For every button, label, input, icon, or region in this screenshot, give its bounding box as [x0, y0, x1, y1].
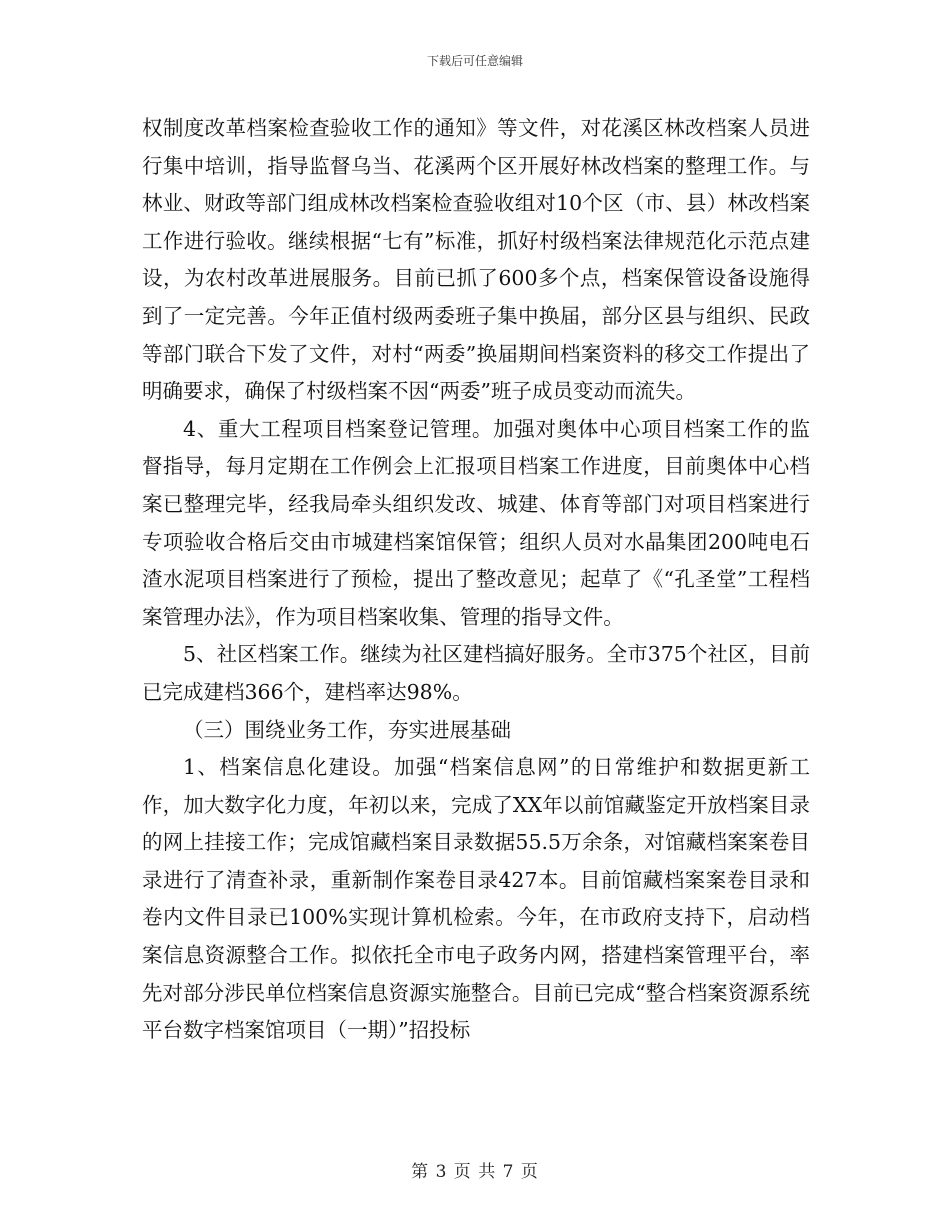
page-header: 下载后可任意编辑: [426, 54, 523, 68]
paragraph-1: 权制度改革档案检查验收工作的通知》等文件，对花溪区林改档案人员进行集中培训，指导监督乌当、花溪两个区开展好林改档案的整理工作。与林业、财政等部门组成林改档案检查验收组对10个区（市、县）林改档案工作进行验收。继续根据“七有”标准，抓好村级档案法律规范化示范点建设，为农村改革进展服务。目前已抓了600多个点，档案保管设备设施得到了一定完善。今年正值村级两委班子集中换届，部分区县与组织、民政等部门联合下发了文件，对村“两委”换届期间档案资料的移交工作提出了明确要求，确保了村级档案不因“两委”班子成员变动而流失。: [142, 116, 810, 404]
document-body: [142, 110, 810, 1050]
page-number: 第 3 页 共 7 页: [411, 1162, 539, 1182]
section-heading: （三）围绕业务工作，夯实进展基础: [183, 717, 511, 742]
paragraph-4: 1、档案信息化建设。加强“档案信息网”的日常维护和数据更新工作，加大数字化力度，年初以来，完成了XX年以前馆藏鉴定开放档案目录的网上挂接工作；完成馆藏档案目录数据55.5万余条，对馆藏档案案卷目录进行了清查补录，重新制作案卷目录427本。目前馆藏档案案卷目录和卷内文件目录已100%实现计算机检索。今年，在市政府支持下，启动档案信息资源整合工作。拟依托全市电子政务内网，搭建档案管理平台，率先对部分涉民单位档案信息资源实施整合。目前已完成“整合档案资源系统平台数字档案馆项目（一期）”招投标: [142, 755, 810, 1043]
paragraph-3: 5、社区档案工作。继续为社区建档搞好服务。全市375个社区，目前已完成建档366个，建档率达98%。: [142, 642, 810, 704]
paragraph-2: 4、重大工程项目档案登记管理。加强对奥体中心项目档案工作的监督指导，每月定期在工作例会上汇报项目档案工作进度，目前奥体中心档案已整理完毕，经我局牵头组织发改、城建、体育等部门对项目档案进行专项验收合格后交由市城建档案馆保管；组织人员对水晶集团200吨电石渣水泥项目档案进行了预检，提出了整改意见；起草了《“孔圣堂”工程档案管理办法》，作为项目档案收集、管理的指导文件。: [142, 416, 810, 629]
